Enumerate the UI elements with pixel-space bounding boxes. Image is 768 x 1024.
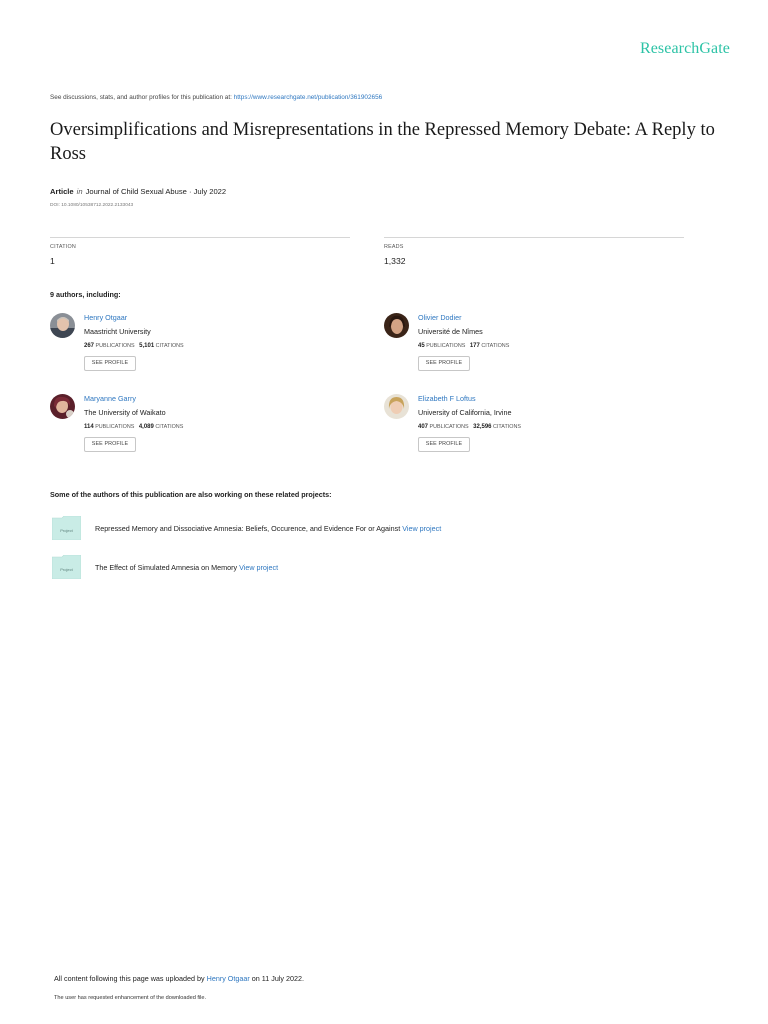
author-name-link[interactable]: Henry Otgaar — [84, 313, 128, 322]
project-text — [95, 563, 278, 572]
publications-label: PUBLICATIONS — [429, 424, 469, 430]
see-profile-button[interactable]: SEE PROFILE — [84, 356, 136, 371]
author-card — [384, 313, 684, 383]
citation-count: 32,596 — [473, 424, 492, 430]
citations-label: CITATIONS — [481, 343, 510, 349]
article-meta — [50, 187, 226, 196]
upload-prefix: All content following this page was uploaded by — [54, 974, 205, 983]
author-card — [384, 394, 684, 464]
citation-divider — [50, 237, 350, 238]
journal-info: Journal of Child Sexual Abuse · July 2022 — [85, 187, 227, 196]
authors-heading: 9 authors, including: — [50, 290, 121, 299]
discussion-prefix: See discussions, stats, and author profiles for this publication at: — [50, 94, 232, 101]
author-institution: Maastricht University — [84, 327, 151, 336]
reads-divider — [384, 237, 684, 238]
uploader-link[interactable]: Henry Otgaar — [206, 974, 250, 983]
project-folder-icon — [52, 555, 81, 579]
author-name-link[interactable]: Maryanne Garry — [84, 394, 136, 403]
author-stats — [84, 343, 184, 349]
citations-label: CITATIONS — [155, 424, 184, 430]
publications-label: PUBLICATIONS — [95, 343, 135, 349]
article-type: Article — [50, 187, 74, 196]
reads-count: 1,332 — [384, 256, 406, 266]
author-card — [50, 394, 350, 464]
discussion-line — [50, 94, 382, 101]
author-card — [50, 313, 350, 383]
publications-label: PUBLICATIONS — [95, 424, 135, 430]
project-item — [50, 555, 710, 581]
citation-count: 4,089 — [138, 424, 154, 430]
project-title: The Effect of Simulated Amnesia on Memory — [95, 563, 238, 572]
related-projects-heading: Some of the authors of this publication are also working on these related projects: — [50, 490, 332, 499]
author-stats — [418, 424, 521, 430]
doi: DOI: 10.1080/10538712.2022.2133043 — [50, 203, 134, 208]
view-project-link[interactable]: View project — [239, 563, 279, 572]
see-profile-button[interactable]: SEE PROFILE — [418, 437, 470, 452]
see-profile-button[interactable]: SEE PROFILE — [418, 356, 470, 371]
see-profile-button[interactable]: SEE PROFILE — [84, 437, 136, 452]
enhancement-note: The user has requested enhancement of the downloaded file. — [54, 995, 207, 1001]
author-institution: Université de Nîmes — [418, 327, 483, 336]
avatar[interactable] — [50, 394, 75, 419]
publication-url-link[interactable]: https://www.researchgate.net/publication/361902656 — [233, 94, 383, 101]
project-icon-label: Project — [60, 528, 73, 533]
author-institution: The University of Waikato — [84, 408, 166, 417]
citation-count: 5,101 — [139, 343, 155, 349]
author-name-link[interactable]: Elizabeth F Loftus — [418, 394, 476, 403]
publications-label: PUBLICATIONS — [426, 343, 466, 349]
author-stats — [418, 343, 509, 349]
project-title: Repressed Memory and Dissociative Amnesia: Beliefs, Occurence, and Evidence For or Against — [95, 524, 401, 533]
researchgate-logo[interactable]: ResearchGate — [639, 40, 730, 57]
citations-label: CITATIONS — [493, 424, 521, 430]
citation-label: CITATION — [50, 244, 76, 250]
author-name-link[interactable]: Olivier Dodier — [418, 313, 462, 322]
project-icon-label: Project — [60, 567, 73, 572]
upload-date: on 11 July 2022. — [251, 974, 305, 983]
upload-info — [54, 974, 304, 983]
project-folder-icon — [52, 516, 81, 540]
citation-count: 177 — [469, 343, 480, 349]
meta-in: in — [76, 187, 83, 196]
citations-label: CITATIONS — [155, 343, 184, 349]
view-project-link[interactable]: View project — [402, 524, 442, 533]
publication-count: 114 — [84, 424, 94, 430]
avatar[interactable] — [384, 313, 409, 338]
avatar[interactable] — [384, 394, 409, 419]
publication-count: 267 — [84, 343, 95, 349]
publication-count: 45 — [418, 343, 425, 349]
reads-label: READS — [384, 244, 404, 250]
project-text — [95, 524, 441, 533]
author-stats — [84, 424, 183, 430]
page-title: Oversimplifications and Misrepresentations in the Repressed Memory Debate: A Reply to Ross — [50, 120, 715, 164]
citation-count: 1 — [50, 256, 55, 266]
project-item — [50, 516, 710, 542]
publication-count: 407 — [418, 424, 429, 430]
avatar[interactable] — [50, 313, 75, 338]
author-institution: University of California, Irvine — [418, 408, 512, 417]
